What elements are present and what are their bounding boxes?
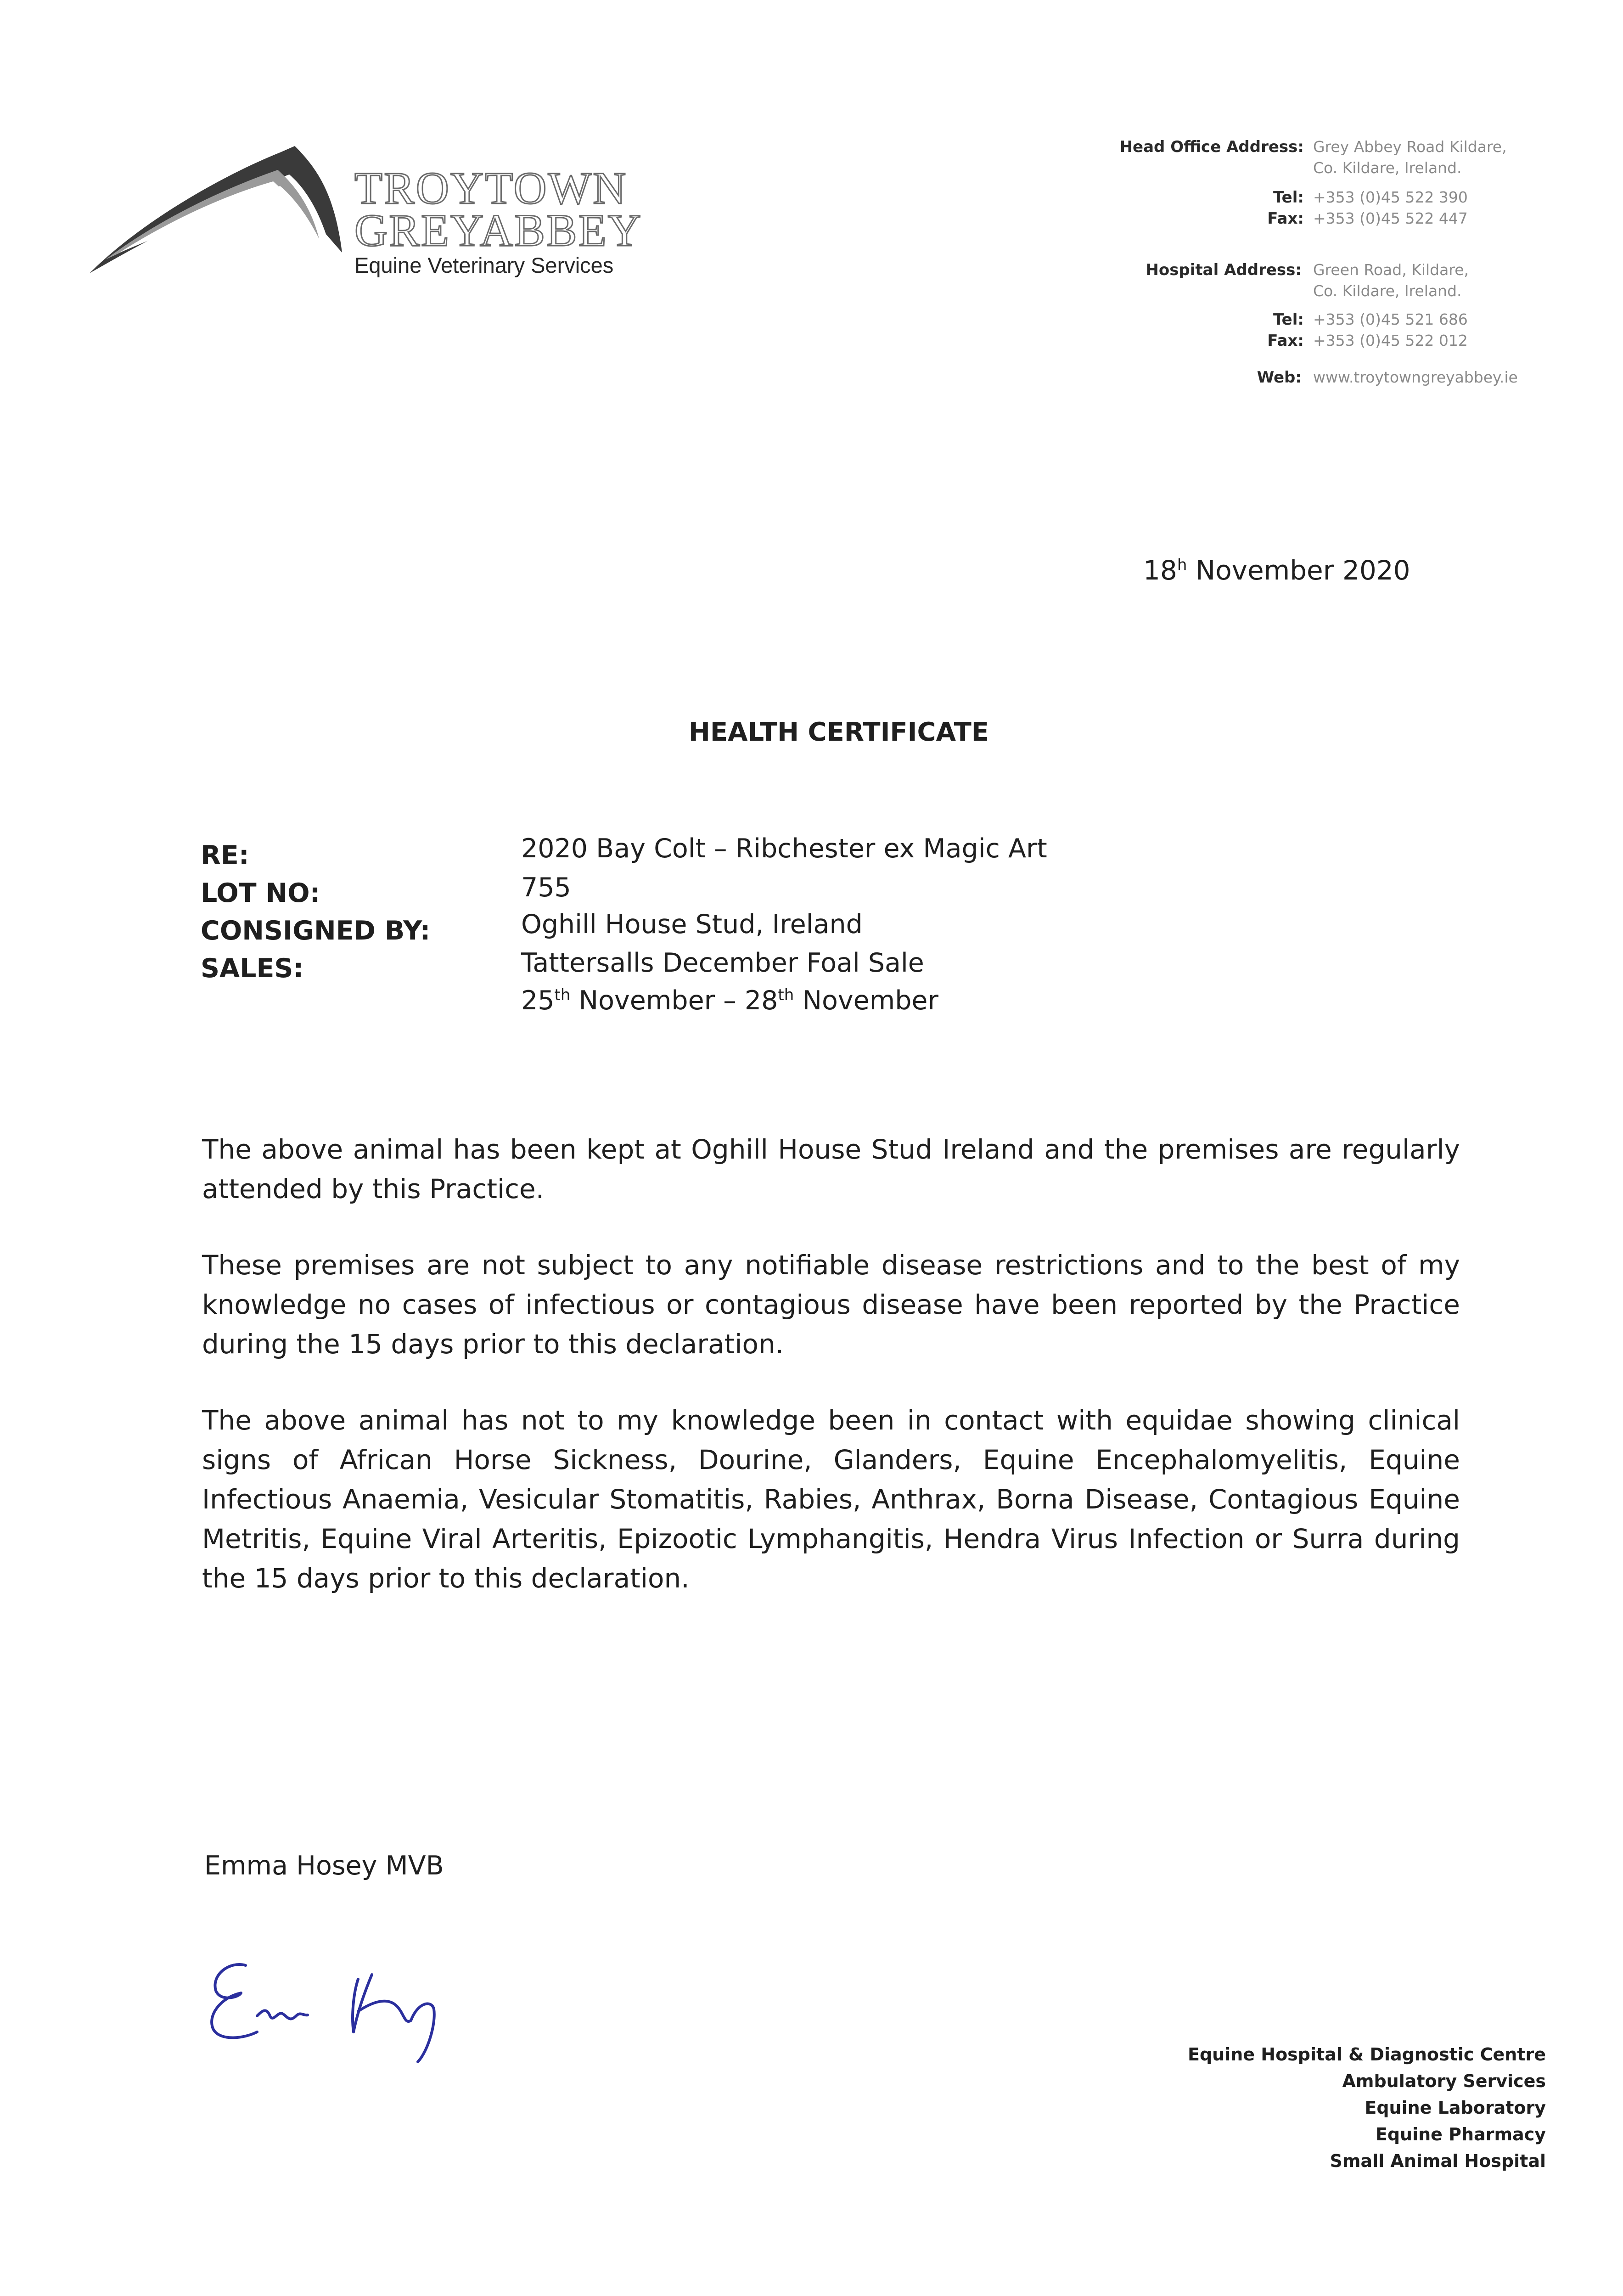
head-office-line-1: Grey Abbey Road Kildare, [1313, 138, 1507, 156]
service-laboratory: Equine Laboratory [1365, 2098, 1546, 2118]
service-small-animal: Small Animal Hospital [1330, 2151, 1546, 2171]
website-link[interactable]: www.troytowngreyabbey.ie [1313, 368, 1518, 386]
head-office-fax-label: Fax: [1267, 209, 1304, 228]
service-pharmacy: Equine Pharmacy [1375, 2124, 1546, 2144]
web-label: Web: [1257, 368, 1302, 387]
sales-start-suffix: th [554, 986, 571, 1004]
paragraph-premises: The above animal has been kept at Oghill House Stud Ireland and the premises are regularly attended by this Practice. [202, 1134, 1460, 1204]
sales-end-month: November [802, 985, 938, 1016]
head-office-fax: +353 (0)45 522 447 [1313, 209, 1468, 227]
hospital-tel: +353 (0)45 521 686 [1313, 310, 1468, 328]
lot-no-label: LOT NO: [201, 878, 320, 908]
date-day: 18 [1143, 555, 1177, 586]
hospital-line-2: Co. Kildare, Ireland. [1313, 282, 1462, 300]
sales-label: SALES: [201, 953, 304, 984]
date-day-suffix: h [1177, 556, 1187, 574]
horse-head-logo-icon [87, 142, 344, 280]
brand-tagline: Equine Veterinary Services [354, 253, 614, 277]
head-office-line-2: Co. Kildare, Ireland. [1313, 159, 1462, 177]
sales-end-suffix: th [778, 986, 794, 1004]
signatory-name: Emma Hosey MVB [204, 1851, 444, 1881]
hospital-fax-label: Fax: [1267, 332, 1304, 350]
head-office-tel-label: Tel: [1273, 188, 1304, 207]
brand-name-line-1: TROYTOWN [354, 163, 628, 214]
letter-date [1143, 555, 1410, 586]
paragraph-restrictions: These premises are not subject to any notifiable disease restrictions and to the best of my knowledge no cases of infectious or contagious disease have been reported by the Practice during the 15 days prior to this declaration. [202, 1249, 1460, 1360]
sales-start-month: November – [578, 985, 736, 1016]
consigned-by-label: CONSIGNED BY: [201, 916, 431, 946]
hospital-line-1: Green Road, Kildare, [1313, 261, 1469, 279]
re-value: 2020 Bay Colt – Ribchester ex Magic Art [521, 833, 1047, 864]
page-title: HEALTH CERTIFICATE [689, 717, 989, 747]
brand-name-line-2: GREYABBEY [354, 205, 643, 256]
hospital-tel-label: Tel: [1273, 310, 1304, 329]
consigned-by-value: Oghill House Stud, Ireland [521, 909, 863, 940]
service-hospital: Equine Hospital & Diagnostic Centre [1187, 2044, 1546, 2065]
re-label: RE: [201, 840, 249, 871]
hospital-fax: +353 (0)45 522 012 [1313, 332, 1468, 349]
sales-dates [521, 985, 938, 1016]
handwritten-signature-icon [202, 1947, 459, 2066]
sales-value: Tattersalls December Foal Sale [521, 948, 924, 978]
hospital-address-label: Hospital Address: [1146, 261, 1302, 279]
sales-start-day: 25 [521, 985, 555, 1016]
sales-end-day: 28 [744, 985, 778, 1016]
head-office-tel: +353 (0)45 522 390 [1313, 188, 1468, 206]
lot-no-value: 755 [521, 872, 571, 903]
service-ambulatory: Ambulatory Services [1342, 2071, 1546, 2091]
paragraph-diseases: The above animal has not to my knowledge been in contact with equidae showing clinical signs of African Horse Sickness, Dourine, Glanders, Equine Encephalomyelitis, Equine Infectious Anaemia, Vesicular Stomatitis, Rabies, Anthrax, Borna Disease, Contagious Equine Metritis, Equine Viral Arteritis, Epizootic Lymphangitis, Hendra Virus Infection or Surra during the 15 days prior to this declaration. [202, 1405, 1460, 1594]
head-office-label: Head Office Address: [1119, 138, 1304, 156]
date-month-year: November 2020 [1195, 555, 1410, 586]
